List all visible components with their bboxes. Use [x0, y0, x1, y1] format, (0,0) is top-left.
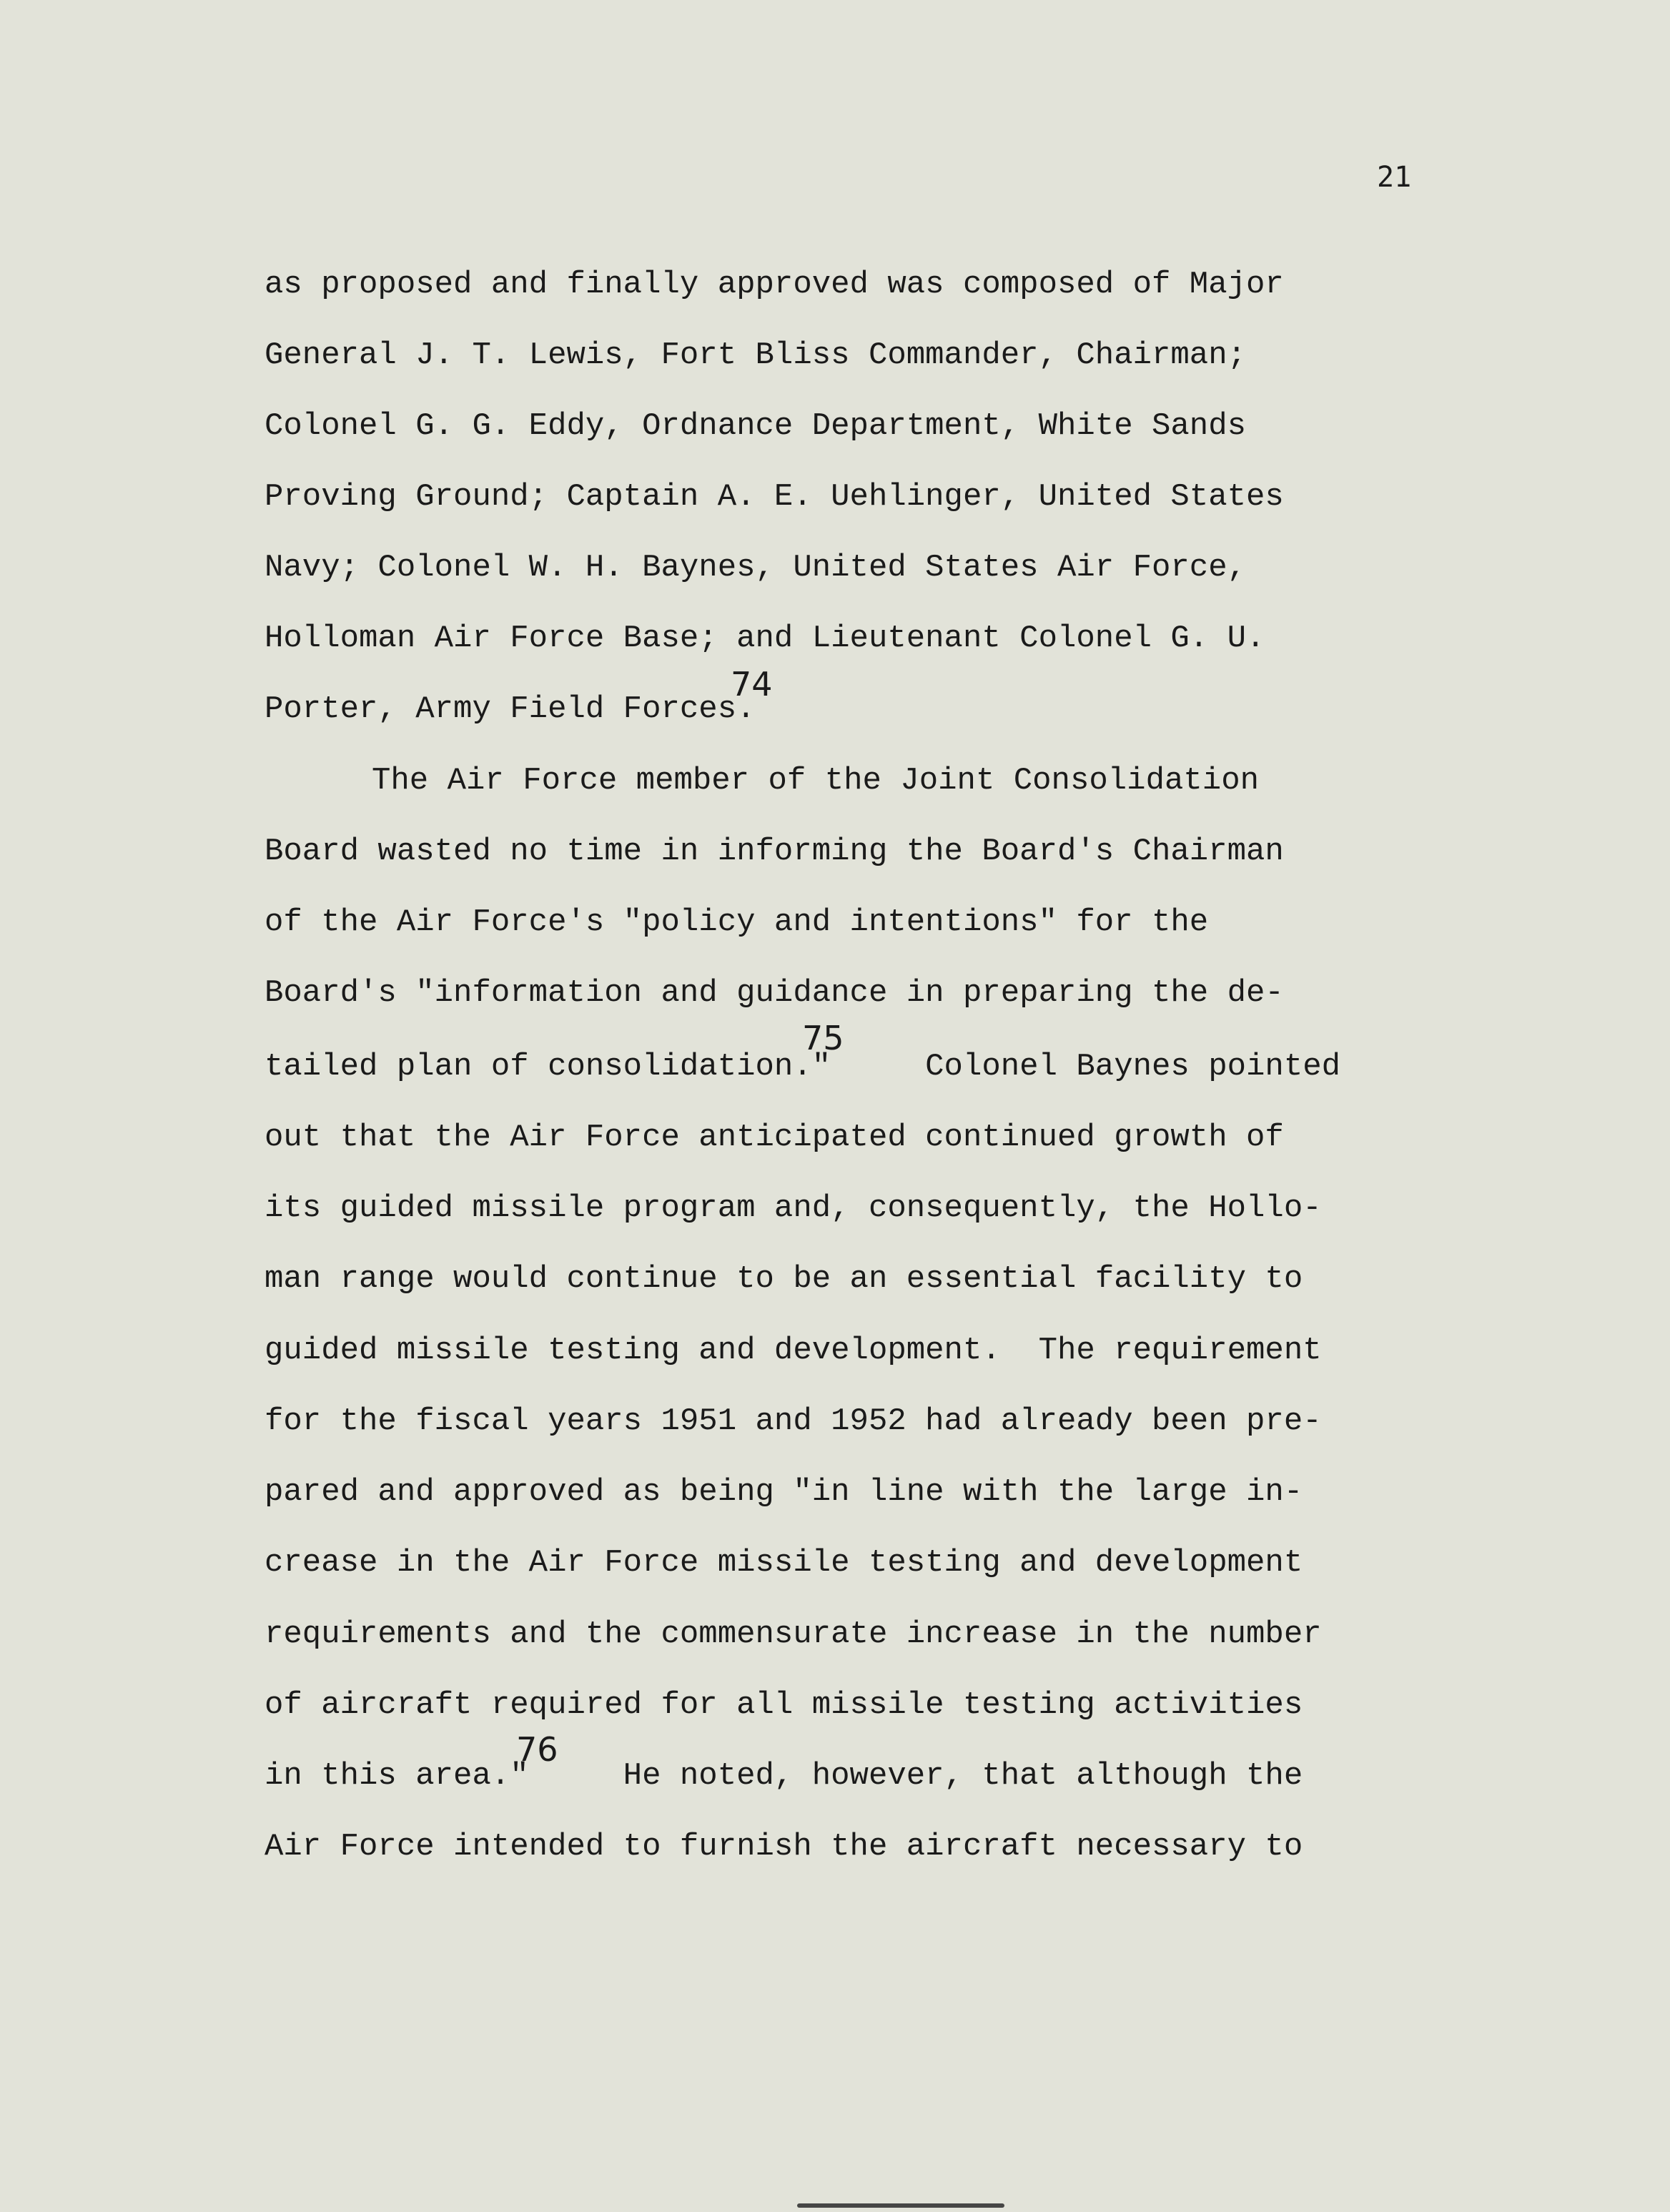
footnote-number: 74: [731, 665, 773, 703]
text-line: in this area." He noted, however, that although the: [265, 1758, 1303, 1794]
footnote-number: 76: [516, 1730, 558, 1769]
scan-edge-mark: [797, 2203, 1004, 2208]
text-line: of the Air Force's "policy and intentions" for the: [265, 904, 1209, 940]
text-line: Colonel G. G. Eddy, Ordnance Department, White Sands: [265, 408, 1247, 444]
footnote-number: 75: [802, 1019, 844, 1057]
text-line: tailed plan of consolidation." Colonel Baynes pointed: [265, 1049, 1341, 1085]
text-line: requirements and the commensurate increase in the number: [265, 1616, 1322, 1652]
text-line: Holloman Air Force Base; and Lieutenant Colonel G. U.: [265, 621, 1265, 656]
text-line: man range would continue to be an essential facility to: [265, 1261, 1303, 1297]
text-line: of aircraft required for all missile testing activities: [265, 1687, 1303, 1723]
page-number: 21: [1377, 161, 1412, 194]
text-line: for the fiscal years 1951 and 1952 had already been pre-: [265, 1403, 1322, 1439]
text-line: Porter, Army Field Forces.: [265, 691, 756, 727]
text-line: guided missile testing and development. The requirement: [265, 1333, 1322, 1368]
paragraph-first-line: The Air Force member of the Joint Consolidation: [372, 763, 1260, 799]
text-line: out that the Air Force anticipated continued growth of: [265, 1120, 1284, 1155]
text-line: Board wasted no time in informing the Board's Chairman: [265, 834, 1284, 869]
text-line: General J. T. Lewis, Fort Bliss Commander, Chairman;: [265, 337, 1247, 373]
text-line: its guided missile program and, consequently, the Hollo-: [265, 1190, 1322, 1226]
text-line: Board's "information and guidance in preparing the de-: [265, 975, 1284, 1011]
text-line: pared and approved as being "in line with the large in-: [265, 1474, 1303, 1510]
text-line: as proposed and finally approved was composed of Major: [265, 267, 1284, 302]
text-line: Proving Ground; Captain A. E. Uehlinger, United States: [265, 479, 1284, 515]
text-line: Air Force intended to furnish the aircraft necessary to: [265, 1829, 1303, 1865]
text-line: Navy; Colonel W. H. Baynes, United States Air Force,: [265, 550, 1247, 586]
text-line: crease in the Air Force missile testing and development: [265, 1545, 1303, 1581]
